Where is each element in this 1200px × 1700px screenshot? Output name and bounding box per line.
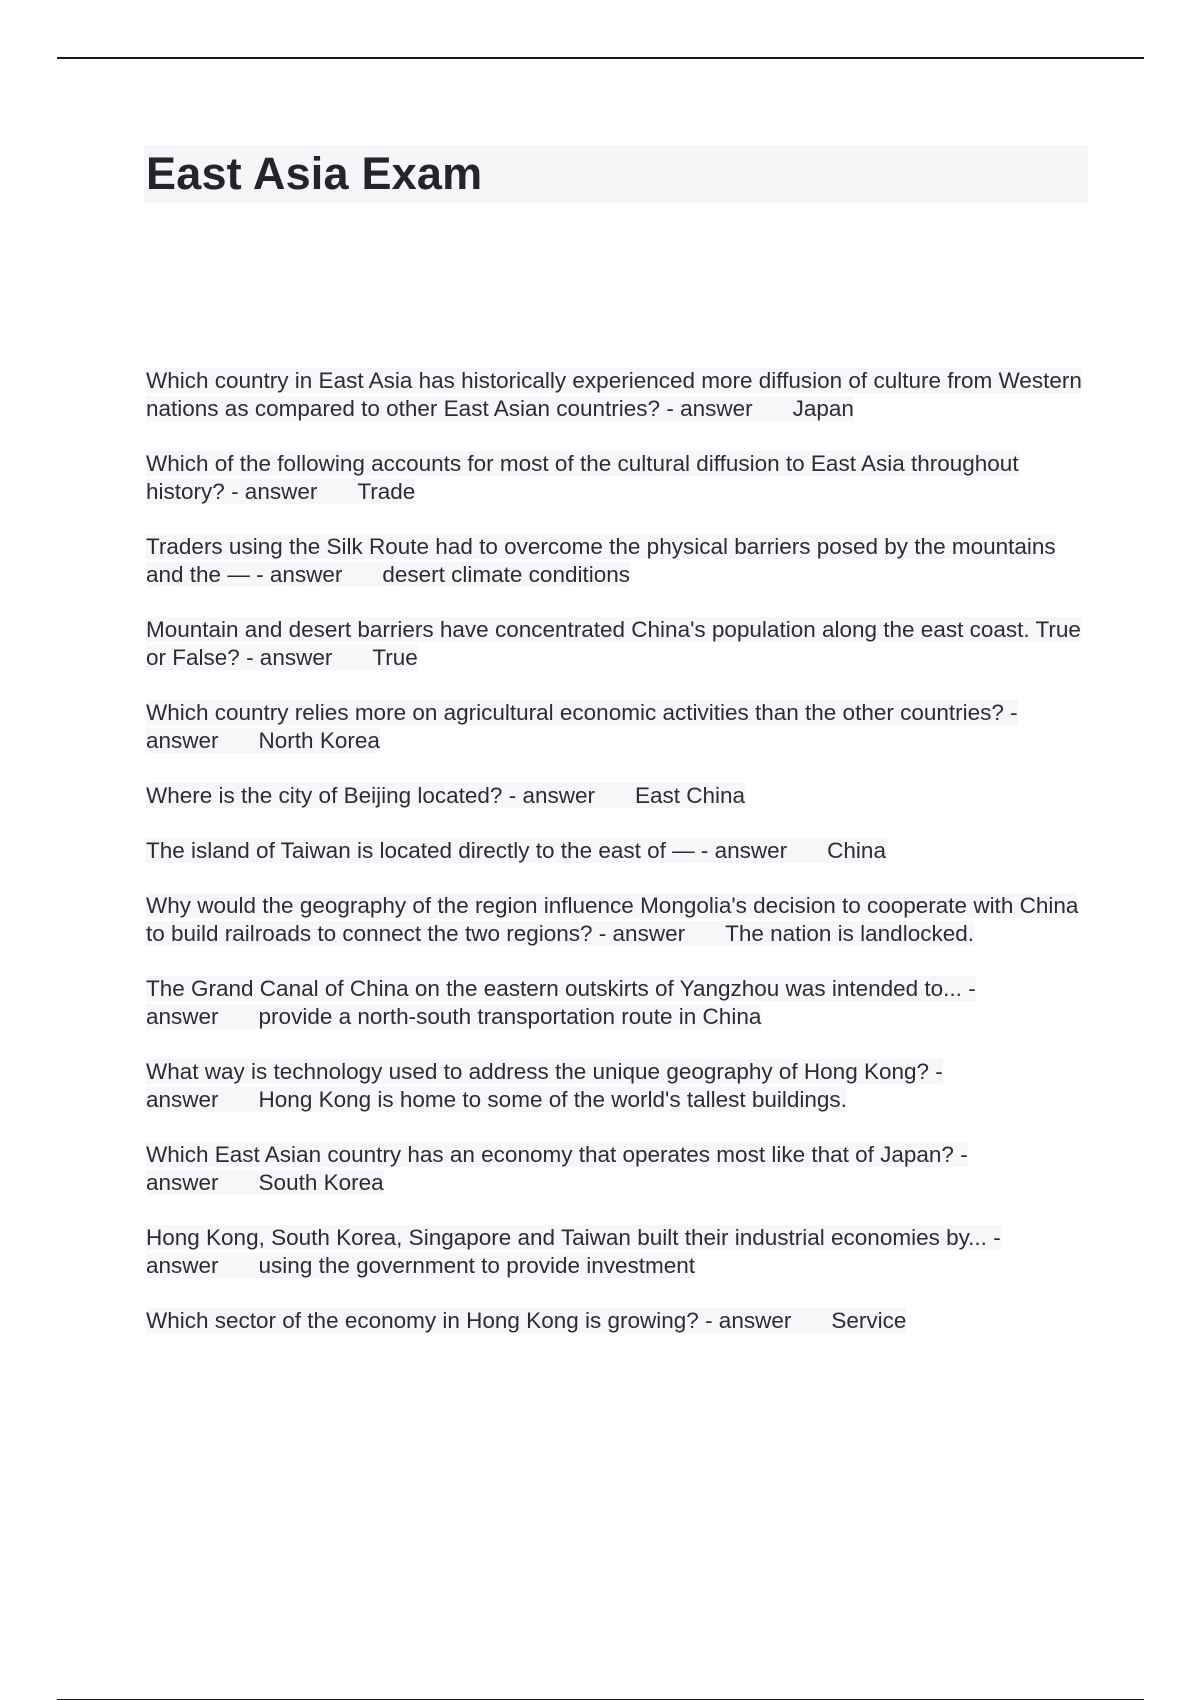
answer-label: - answer bbox=[146, 1225, 1001, 1278]
question-text: Which sector of the economy in Hong Kong is growing? bbox=[146, 1308, 699, 1333]
question-text: The island of Taiwan is located directly to the east of — bbox=[146, 838, 695, 863]
answer-text: North Korea bbox=[258, 728, 380, 753]
answer-text: The nation is landlocked. bbox=[725, 921, 974, 946]
qa-item-7 bbox=[146, 837, 1091, 865]
question-text: Why would the geography of the region influence Mongolia's decision to cooperate with China to build railroads to connect the two regions? bbox=[146, 893, 1079, 946]
qa-item-13 bbox=[146, 1307, 1091, 1335]
question-text: Which country relies more on agricultural economic activities than the other countries? bbox=[146, 700, 1004, 725]
answer-text: Trade bbox=[357, 479, 416, 504]
question-text: Which of the following accounts for most of the cultural diffusion to East Asia throughout history? bbox=[146, 451, 1019, 504]
qa-item-3 bbox=[146, 533, 1091, 589]
answer-text: Service bbox=[831, 1308, 907, 1333]
qa-item-1 bbox=[146, 367, 1091, 423]
qa-item-10 bbox=[146, 1058, 1091, 1114]
question-text: The Grand Canal of China on the eastern outskirts of Yangzhou was intended to... bbox=[146, 976, 962, 1001]
question-text: Where is the city of Beijing located? bbox=[146, 783, 503, 808]
question-text: Which East Asian country has an economy that operates most like that of Japan? bbox=[146, 1142, 954, 1167]
page-title: East Asia Exam bbox=[146, 148, 483, 199]
top-rule bbox=[57, 57, 1144, 59]
answer-label: - answer bbox=[146, 1059, 943, 1112]
qa-item-8 bbox=[146, 892, 1091, 948]
qa-item-5 bbox=[146, 699, 1091, 755]
qa-item-11 bbox=[146, 1141, 1091, 1197]
answer-label: - answer bbox=[700, 838, 788, 863]
answer-label: - answer bbox=[705, 1308, 792, 1333]
question-text: Hong Kong, South Korea, Singapore and Taiwan built their industrial economies by... bbox=[146, 1225, 987, 1250]
answer-label: - answer bbox=[508, 783, 595, 808]
answer-label: - answer bbox=[146, 1142, 968, 1195]
answer-text: True bbox=[372, 645, 418, 670]
answer-text: desert climate conditions bbox=[382, 562, 630, 587]
answer-text: East China bbox=[634, 783, 746, 808]
answer-label: - answer bbox=[146, 700, 1018, 753]
qa-list bbox=[146, 367, 1091, 1335]
question-text: Mountain and desert barriers have concentrated China's population along the east coast. True or False? bbox=[146, 617, 1081, 670]
qa-item-9 bbox=[146, 975, 1091, 1031]
answer-text: China bbox=[827, 838, 886, 863]
answer-text: using the government to provide investment bbox=[258, 1253, 696, 1278]
qa-item-12 bbox=[146, 1224, 1091, 1280]
answer-label: - answer bbox=[598, 921, 686, 946]
answer-text: Hong Kong is home to some of the world's tallest buildings. bbox=[258, 1087, 847, 1112]
qa-item-2 bbox=[146, 450, 1091, 506]
answer-label: - answer bbox=[256, 562, 343, 587]
answer-text: provide a north-south transportation route in China bbox=[258, 1004, 762, 1029]
qa-item-4 bbox=[146, 616, 1091, 672]
question-text: What way is technology used to address the unique geography of Hong Kong? bbox=[146, 1059, 930, 1084]
answer-label: - answer bbox=[246, 645, 333, 670]
answer-label: - answer bbox=[146, 976, 976, 1029]
answer-text: South Korea bbox=[258, 1170, 384, 1195]
answer-label: - answer bbox=[231, 479, 318, 504]
qa-item-6 bbox=[146, 782, 1091, 810]
question-text: Traders using the Silk Route had to overcome the physical barriers posed by the mountains and the — bbox=[146, 534, 1056, 587]
question-text: Which country in East Asia has historically experienced more diffusion of culture from Western nations as compared to other East Asian countries? bbox=[146, 368, 1082, 421]
answer-text: Japan bbox=[792, 396, 854, 421]
answer-label: - answer bbox=[666, 396, 753, 421]
